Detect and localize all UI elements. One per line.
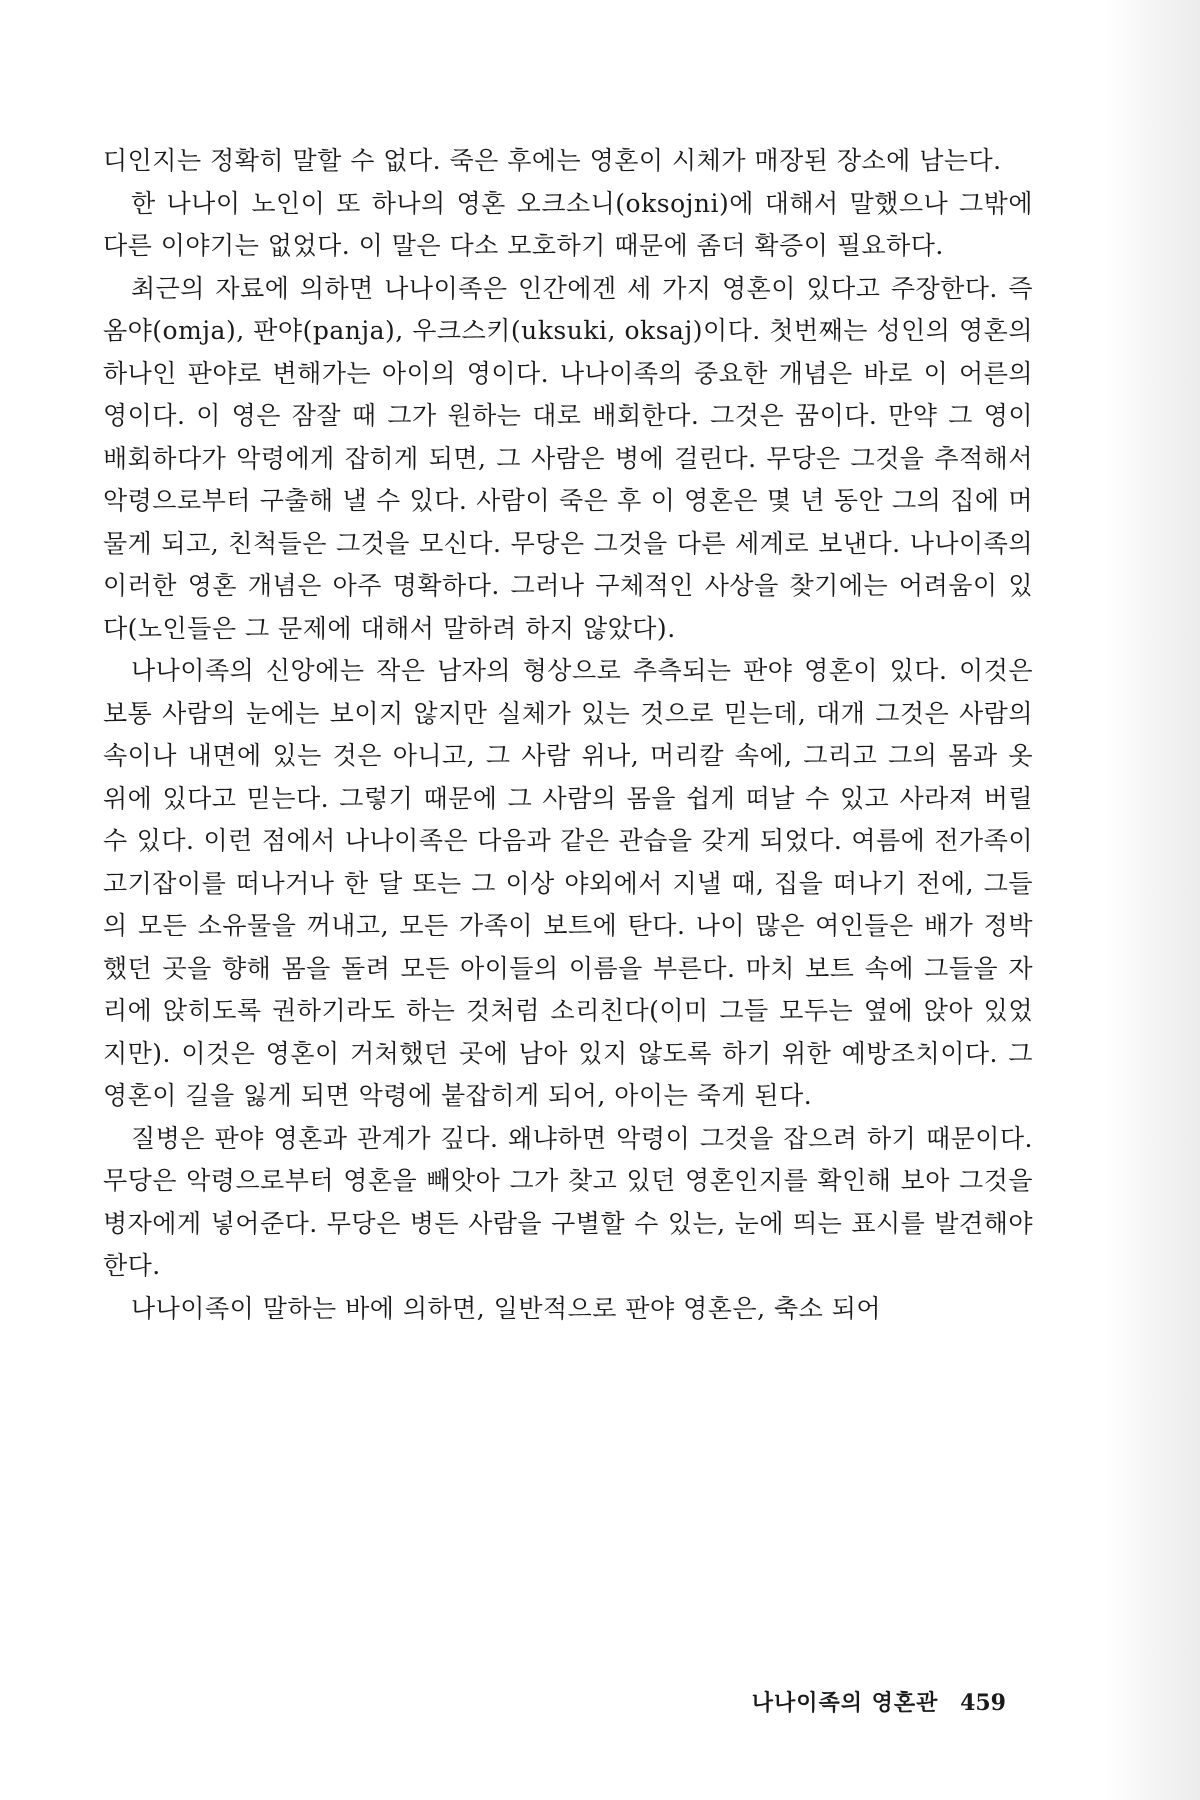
page-footer xyxy=(716,1686,1006,1717)
page-edge-shadow xyxy=(1104,0,1200,1800)
page-number: 459 xyxy=(960,1690,1006,1716)
paragraph-5: 질병은 판야 영혼과 관계가 깊다. 왜냐하면 악령이 그것을 잡으려 하기 때문이다. 무당은 악령으로부터 영혼을 빼앗아 그가 찾고 있던 영혼인지를 확인해 보아 그것을 병자에게 넣어준다. 무당은 병든 사람을 구별할 수 있는, 눈에 띄는 표시를 발견해야 한다. xyxy=(103,1123,1033,1280)
paragraph-3: 최근의 자료에 의하면 나나이족은 인간에겐 세 가지 영혼이 있다고 주장한다. 즉 옴야(omja), 판야(panja), 우크스키(uksuki, oksaj)이다. 첫번째는 성인의 영혼의 하나인 판야로 변해가는 아이의 영이다. 나나이족의 중요한 개념은 바로 이 어른의 영이다. 이 영은 잠잘 때 그가 원하는 대로 배회한다. 그것은 꿈이다. 만약 그 영이 배회하다가 악령에게 잡히게 되면, 그 사람은 병에 걸린다. 무당은 그것을 추적해서 악령으로부터 구출해 낼 수 있다. 사람이 죽은 후 이 영혼은 몇 년 동안 그의 집에 머물게 되고, 친척들은 그것을 모신다. 무당은 그것을 다른 세계로 보낸다. 나나이족의 이러한 영혼 개념은 아주 명확하다. 그러나 구체적인 사상을 찾기에는 어려움이 있다(노인들은 그 문제에 대해서 말하려 하지 않았다). xyxy=(103,273,1033,643)
body-text xyxy=(103,140,1033,1330)
paragraph-2: 한 나나이 노인이 또 하나의 영혼 오크소니(oksojni)에 대해서 말했으나 그밖에 다른 이야기는 없었다. 이 말은 다소 모호하기 때문에 좀더 확증이 필요하다. xyxy=(103,188,1033,260)
paragraph-6: 나나이족이 말하는 바에 의하면, 일반적으로 판야 영혼은, 축소 되어 xyxy=(131,1293,882,1323)
running-title: 나나이족의 영혼관 xyxy=(751,1691,939,1716)
paragraph-1: 디인지는 정확히 말할 수 없다. 죽은 후에는 영혼이 시체가 매장된 장소에 남는다. xyxy=(103,146,1002,175)
paragraph-4: 나나이족의 신앙에는 작은 남자의 형상으로 추측되는 판야 영혼이 있다. 이것은 보통 사람의 눈에는 보이지 않지만 실체가 있는 것으로 믿는데, 대개 그것은 사람의 속이나 내면에 있는 것은 아니고, 그 사람 위나, 머리칼 속에, 그리고 그의 몸과 옷 위에 있다고 믿는다. 그렇기 때문에 그 사람의 몸을 쉽게 떠날 수 있고 사라져 버릴 수 있다. 이런 점에서 나나이족은 다음과 같은 관습을 갖게 되었다. 여름에 전가족이 고기잡이를 떠나거나 한 달 또는 그 이상 야외에서 지낼 때, 집을 떠나기 전에, 그들의 모든 소유물을 꺼내고, 모든 가족이 보트에 탄다. 나이 많은 여인들은 배가 정박했던 곳을 향해 몸을 돌려 모든 아이들의 이름을 부른다. 마치 보트 속에 그들을 자리에 앉히도록 권하기라도 하는 것처럼 소리친다(이미 그들 모두는 옆에 앉아 있었지만). 이것은 영혼이 거처했던 곳에 남아 있지 않도록 하기 위한 예방조치이다. 그 영혼이 길을 잃게 되면 악령에 붙잡히게 되어, 아이는 죽게 된다. xyxy=(103,656,1033,1110)
